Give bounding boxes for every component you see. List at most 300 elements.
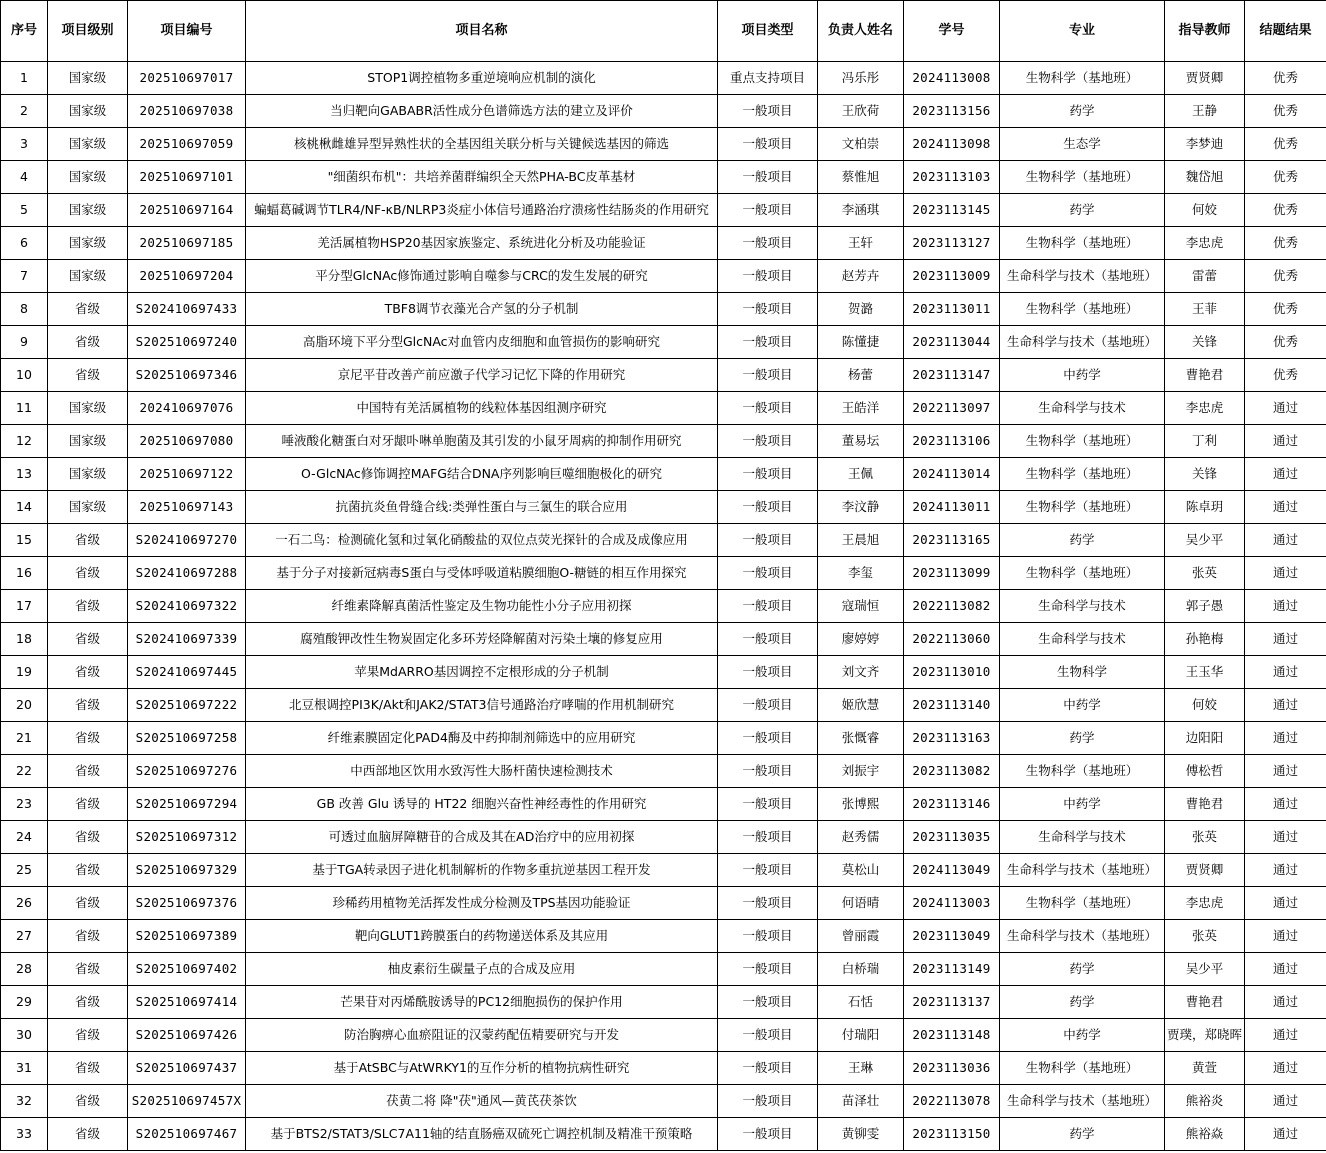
row-student-id-cell: 2023113145 bbox=[904, 194, 1000, 227]
row-project-name-cell: 基于AtSBC与AtWRKY1的互作分析的植物抗病性研究 bbox=[246, 1052, 718, 1085]
row-project-name-cell: 一石二鸟：检测硫化氢和过氧化硝酸盐的双位点荧光探针的合成及成像应用 bbox=[246, 524, 718, 557]
row-major-cell: 生物科学（基地班） bbox=[1000, 1052, 1165, 1085]
row-result-cell: 通过 bbox=[1245, 986, 1326, 1019]
row-advisor-cell: 张英 bbox=[1165, 920, 1245, 953]
row-advisor-cell: 孙艳梅 bbox=[1165, 623, 1245, 656]
row-project-code-cell: 202510697080 bbox=[128, 425, 246, 458]
row-result-cell: 通过 bbox=[1245, 854, 1326, 887]
row-student-id-cell: 2024113049 bbox=[904, 854, 1000, 887]
header-advisor: 指导教师 bbox=[1165, 1, 1245, 62]
row-index-cell: 29 bbox=[1, 986, 48, 1019]
row-result-cell: 通过 bbox=[1245, 1019, 1326, 1052]
row-project-code-cell: S202510697312 bbox=[128, 821, 246, 854]
row-index-cell: 31 bbox=[1, 1052, 48, 1085]
row-major-cell: 药学 bbox=[1000, 986, 1165, 1019]
row-major-cell: 生物科学（基地班） bbox=[1000, 227, 1165, 260]
row-advisor-cell: 吴少平 bbox=[1165, 524, 1245, 557]
row-index-cell: 1 bbox=[1, 62, 48, 95]
row-index-cell: 6 bbox=[1, 227, 48, 260]
row-student-id-cell: 2023113035 bbox=[904, 821, 1000, 854]
row-project-name-cell: 靶向GLUT1跨膜蛋白的药物递送体系及其应用 bbox=[246, 920, 718, 953]
row-result-cell: 优秀 bbox=[1245, 194, 1326, 227]
row-index-cell: 23 bbox=[1, 788, 48, 821]
row-level-cell: 省级 bbox=[48, 722, 128, 755]
row-major-cell: 中药学 bbox=[1000, 1019, 1165, 1052]
row-advisor-cell: 关锋 bbox=[1165, 458, 1245, 491]
header-major: 专业 bbox=[1000, 1, 1165, 62]
table-row bbox=[1, 293, 1326, 326]
row-level-cell: 国家级 bbox=[48, 227, 128, 260]
table-row bbox=[1, 557, 1326, 590]
row-result-cell: 通过 bbox=[1245, 623, 1326, 656]
row-level-cell: 省级 bbox=[48, 887, 128, 920]
row-project-type-cell: 一般项目 bbox=[718, 128, 818, 161]
table-row bbox=[1, 920, 1326, 953]
row-project-name-cell: 羌活属植物HSP20基因家族鉴定、系统进化分析及功能验证 bbox=[246, 227, 718, 260]
row-advisor-cell: 王静 bbox=[1165, 95, 1245, 128]
row-project-type-cell: 一般项目 bbox=[718, 623, 818, 656]
row-level-cell: 国家级 bbox=[48, 392, 128, 425]
row-leader-name-cell: 何语晴 bbox=[818, 887, 904, 920]
row-level-cell: 国家级 bbox=[48, 194, 128, 227]
row-project-code-cell: S20251069745​7X bbox=[128, 1085, 246, 1118]
header-index: 序号 bbox=[1, 1, 48, 62]
row-project-name-cell: 北豆根调控PI3K/Akt和JAK2/STAT3信号通路治疗哮喘的作用机制研究 bbox=[246, 689, 718, 722]
row-leader-name-cell: 苗泽壮 bbox=[818, 1085, 904, 1118]
table-row bbox=[1, 854, 1326, 887]
row-major-cell: 生命科学与技术（基地班） bbox=[1000, 854, 1165, 887]
row-advisor-cell: 傅松哲 bbox=[1165, 755, 1245, 788]
row-advisor-cell: 张英 bbox=[1165, 557, 1245, 590]
row-result-cell: 通过 bbox=[1245, 1052, 1326, 1085]
row-advisor-cell: 何姣 bbox=[1165, 194, 1245, 227]
table-row bbox=[1, 953, 1326, 986]
row-student-id-cell: 2023113147 bbox=[904, 359, 1000, 392]
row-level-cell: 省级 bbox=[48, 821, 128, 854]
row-level-cell: 省级 bbox=[48, 788, 128, 821]
row-level-cell: 省级 bbox=[48, 689, 128, 722]
row-major-cell: 中药学 bbox=[1000, 689, 1165, 722]
row-result-cell: 通过 bbox=[1245, 821, 1326, 854]
row-leader-name-cell: 王佩 bbox=[818, 458, 904, 491]
table-row bbox=[1, 326, 1326, 359]
row-level-cell: 省级 bbox=[48, 1118, 128, 1151]
row-student-id-cell: 2024113011 bbox=[904, 491, 1000, 524]
row-result-cell: 优秀 bbox=[1245, 128, 1326, 161]
row-major-cell: 生物科学（基地班） bbox=[1000, 425, 1165, 458]
row-project-code-cell: 202510697185 bbox=[128, 227, 246, 260]
row-level-cell: 省级 bbox=[48, 590, 128, 623]
row-index-cell: 33 bbox=[1, 1118, 48, 1151]
row-level-cell: 国家级 bbox=[48, 128, 128, 161]
row-project-type-cell: 一般项目 bbox=[718, 1019, 818, 1052]
row-student-id-cell: 2023113099 bbox=[904, 557, 1000, 590]
table-row bbox=[1, 95, 1326, 128]
row-project-type-cell: 一般项目 bbox=[718, 1118, 818, 1151]
row-student-id-cell: 2023113044 bbox=[904, 326, 1000, 359]
row-level-cell: 省级 bbox=[48, 326, 128, 359]
row-result-cell: 优秀 bbox=[1245, 260, 1326, 293]
row-project-name-cell: 柚皮素衍生碳量子点的合成及应用 bbox=[246, 953, 718, 986]
row-index-cell: 5 bbox=[1, 194, 48, 227]
row-project-type-cell: 一般项目 bbox=[718, 392, 818, 425]
row-project-name-cell: 核桃楸雌雄异型异熟性状的全基因组关联分析与关键候选基因的筛选 bbox=[246, 128, 718, 161]
row-major-cell: 生物科学（基地班） bbox=[1000, 755, 1165, 788]
row-student-id-cell: 2023113165 bbox=[904, 524, 1000, 557]
row-level-cell: 省级 bbox=[48, 854, 128, 887]
row-project-name-cell: 可透过血脑屏障糖苷的合成及其在AD治疗中的应用初探 bbox=[246, 821, 718, 854]
row-project-code-cell: 202510697017 bbox=[128, 62, 246, 95]
row-project-name-cell: 中国特有羌活属植物的线粒体基因组测序研究 bbox=[246, 392, 718, 425]
row-leader-name-cell: 刘文齐 bbox=[818, 656, 904, 689]
row-student-id-cell: 2023113146 bbox=[904, 788, 1000, 821]
row-level-cell: 省级 bbox=[48, 953, 128, 986]
row-student-id-cell: 2024113008 bbox=[904, 62, 1000, 95]
row-major-cell: 生物科学（基地班） bbox=[1000, 557, 1165, 590]
row-leader-name-cell: 冯乐彤 bbox=[818, 62, 904, 95]
row-index-cell: 21 bbox=[1, 722, 48, 755]
row-index-cell: 12 bbox=[1, 425, 48, 458]
row-level-cell: 省级 bbox=[48, 623, 128, 656]
row-project-code-cell: S202510697437 bbox=[128, 1052, 246, 1085]
row-result-cell: 通过 bbox=[1245, 491, 1326, 524]
row-major-cell: 生命科学与技术 bbox=[1000, 392, 1165, 425]
row-result-cell: 通过 bbox=[1245, 1118, 1326, 1151]
row-index-cell: 19 bbox=[1, 656, 48, 689]
row-project-type-cell: 一般项目 bbox=[718, 293, 818, 326]
row-project-type-cell: 一般项目 bbox=[718, 458, 818, 491]
row-student-id-cell: 2022113097 bbox=[904, 392, 1000, 425]
table-row bbox=[1, 821, 1326, 854]
row-result-cell: 通过 bbox=[1245, 722, 1326, 755]
row-project-name-cell: 基于分子对接新冠病毒S蛋白与受体呼吸道粘膜细胞O-糖链的相互作用探究 bbox=[246, 557, 718, 590]
table-row bbox=[1, 623, 1326, 656]
row-major-cell: 药学 bbox=[1000, 1118, 1165, 1151]
row-project-type-cell: 一般项目 bbox=[718, 986, 818, 1019]
table-row bbox=[1, 491, 1326, 524]
row-student-id-cell: 2024113098 bbox=[904, 128, 1000, 161]
row-project-name-cell: "细菌织布机"：共培养菌群编织全天然PHA-BC皮革基材 bbox=[246, 161, 718, 194]
row-result-cell: 通过 bbox=[1245, 392, 1326, 425]
row-advisor-cell: 曹艳君 bbox=[1165, 986, 1245, 1019]
row-student-id-cell: 2023113106 bbox=[904, 425, 1000, 458]
row-project-code-cell: S202510697294 bbox=[128, 788, 246, 821]
row-project-name-cell: 茯黄二将 降"茯"通风—黄芪茯茶饮 bbox=[246, 1085, 718, 1118]
row-project-code-cell: 202410697076 bbox=[128, 392, 246, 425]
row-student-id-cell: 2024113003 bbox=[904, 887, 1000, 920]
row-major-cell: 生物科学（基地班） bbox=[1000, 458, 1165, 491]
row-project-name-cell: 基于BTS2/STAT3/SLC7A11轴的结直肠癌双硫死亡调控机制及精准干预策略 bbox=[246, 1118, 718, 1151]
row-leader-name-cell: 杨蕾 bbox=[818, 359, 904, 392]
table-row bbox=[1, 986, 1326, 1019]
row-major-cell: 生物科学（基地班） bbox=[1000, 887, 1165, 920]
table-row bbox=[1, 755, 1326, 788]
table-row bbox=[1, 1118, 1326, 1151]
row-leader-name-cell: 王轩 bbox=[818, 227, 904, 260]
row-advisor-cell: 李梦迪 bbox=[1165, 128, 1245, 161]
row-project-name-cell: 京尼平苷改善产前应激子代学习记忆下降的作用研究 bbox=[246, 359, 718, 392]
row-project-code-cell: S202510697402 bbox=[128, 953, 246, 986]
row-major-cell: 药学 bbox=[1000, 524, 1165, 557]
header-project-code: 项目编号 bbox=[128, 1, 246, 62]
row-major-cell: 生态学 bbox=[1000, 128, 1165, 161]
row-index-cell: 4 bbox=[1, 161, 48, 194]
row-leader-name-cell: 李玺 bbox=[818, 557, 904, 590]
row-project-type-cell: 一般项目 bbox=[718, 1052, 818, 1085]
row-project-type-cell: 一般项目 bbox=[718, 722, 818, 755]
row-project-name-cell: 中西部地区饮用水致泻性大肠杆菌快速检测技术 bbox=[246, 755, 718, 788]
table-row bbox=[1, 227, 1326, 260]
row-major-cell: 生命科学与技术（基地班） bbox=[1000, 260, 1165, 293]
row-student-id-cell: 2023113156 bbox=[904, 95, 1000, 128]
row-index-cell: 9 bbox=[1, 326, 48, 359]
header-leader-name: 负责人姓名 bbox=[818, 1, 904, 62]
row-project-code-cell: 202510697059 bbox=[128, 128, 246, 161]
row-leader-name-cell: 王欣荷 bbox=[818, 95, 904, 128]
row-leader-name-cell: 贺潞 bbox=[818, 293, 904, 326]
row-project-type-cell: 一般项目 bbox=[718, 953, 818, 986]
row-index-cell: 16 bbox=[1, 557, 48, 590]
row-result-cell: 通过 bbox=[1245, 920, 1326, 953]
row-major-cell: 生命科学与技术 bbox=[1000, 623, 1165, 656]
row-advisor-cell: 曹艳君 bbox=[1165, 359, 1245, 392]
row-project-type-cell: 一般项目 bbox=[718, 425, 818, 458]
row-level-cell: 国家级 bbox=[48, 95, 128, 128]
row-level-cell: 国家级 bbox=[48, 62, 128, 95]
row-project-type-cell: 一般项目 bbox=[718, 491, 818, 524]
row-leader-name-cell: 寇瑞恒 bbox=[818, 590, 904, 623]
row-advisor-cell: 丁利 bbox=[1165, 425, 1245, 458]
table-row bbox=[1, 788, 1326, 821]
row-project-name-cell: 纤维素膜固定化PAD4酶及中药抑制剂筛选中的应用研究 bbox=[246, 722, 718, 755]
table-row bbox=[1, 1085, 1326, 1118]
row-project-name-cell: 腐殖酸钾改性生物炭固定化多环芳烃降解菌对污染土壤的修复应用 bbox=[246, 623, 718, 656]
row-major-cell: 中药学 bbox=[1000, 788, 1165, 821]
table-row bbox=[1, 425, 1326, 458]
row-leader-name-cell: 李涵琪 bbox=[818, 194, 904, 227]
row-index-cell: 24 bbox=[1, 821, 48, 854]
row-project-code-cell: 202510697122 bbox=[128, 458, 246, 491]
header-level: 项目级别 bbox=[48, 1, 128, 62]
row-major-cell: 生物科学 bbox=[1000, 656, 1165, 689]
table-row bbox=[1, 1052, 1326, 1085]
row-student-id-cell: 2023113140 bbox=[904, 689, 1000, 722]
row-major-cell: 药学 bbox=[1000, 95, 1165, 128]
row-index-cell: 3 bbox=[1, 128, 48, 161]
row-major-cell: 生命科学与技术（基地班） bbox=[1000, 326, 1165, 359]
row-level-cell: 省级 bbox=[48, 755, 128, 788]
row-index-cell: 15 bbox=[1, 524, 48, 557]
row-project-name-cell: 纤维素降解真菌活性鉴定及生物功能性小分子应用初探 bbox=[246, 590, 718, 623]
table-row bbox=[1, 128, 1326, 161]
row-advisor-cell: 何姣 bbox=[1165, 689, 1245, 722]
row-result-cell: 通过 bbox=[1245, 458, 1326, 491]
row-project-type-cell: 一般项目 bbox=[718, 161, 818, 194]
row-index-cell: 7 bbox=[1, 260, 48, 293]
table-row bbox=[1, 689, 1326, 722]
row-major-cell: 中药学 bbox=[1000, 359, 1165, 392]
row-index-cell: 10 bbox=[1, 359, 48, 392]
row-project-name-cell: GB 改善 Glu 诱导的 HT22 细胞兴奋性神经毒性的作用研究 bbox=[246, 788, 718, 821]
row-student-id-cell: 2023113009 bbox=[904, 260, 1000, 293]
row-result-cell: 优秀 bbox=[1245, 62, 1326, 95]
row-major-cell: 生命科学与技术（基地班） bbox=[1000, 920, 1165, 953]
row-student-id-cell: 2023113149 bbox=[904, 953, 1000, 986]
row-major-cell: 生命科学与技术（基地班） bbox=[1000, 1085, 1165, 1118]
row-leader-name-cell: 莫松山 bbox=[818, 854, 904, 887]
row-advisor-cell: 李忠虎 bbox=[1165, 227, 1245, 260]
row-project-type-cell: 一般项目 bbox=[718, 1085, 818, 1118]
row-project-code-cell: 202510697164 bbox=[128, 194, 246, 227]
row-student-id-cell: 2023113127 bbox=[904, 227, 1000, 260]
row-leader-name-cell: 董易坛 bbox=[818, 425, 904, 458]
row-leader-name-cell: 石恬 bbox=[818, 986, 904, 1019]
header-result: 结题结果 bbox=[1245, 1, 1326, 62]
row-index-cell: 8 bbox=[1, 293, 48, 326]
row-result-cell: 通过 bbox=[1245, 788, 1326, 821]
row-leader-name-cell: 王琳 bbox=[818, 1052, 904, 1085]
row-index-cell: 18 bbox=[1, 623, 48, 656]
row-project-name-cell: 基于TGA转录因子进化机制解析的作物多重抗逆基因工程开发 bbox=[246, 854, 718, 887]
row-project-type-cell: 一般项目 bbox=[718, 788, 818, 821]
row-advisor-cell: 李忠虎 bbox=[1165, 392, 1245, 425]
row-project-name-cell: 蝙蝠葛碱调节TLR4/NF-κB/NLRP3炎症小体信号通路治疗溃疡性结肠炎的作用研究 bbox=[246, 194, 718, 227]
table-row bbox=[1, 656, 1326, 689]
row-index-cell: 27 bbox=[1, 920, 48, 953]
row-index-cell: 28 bbox=[1, 953, 48, 986]
row-result-cell: 通过 bbox=[1245, 953, 1326, 986]
row-advisor-cell: 关锋 bbox=[1165, 326, 1245, 359]
row-level-cell: 省级 bbox=[48, 1085, 128, 1118]
row-result-cell: 通过 bbox=[1245, 656, 1326, 689]
row-project-code-cell: 202510697143 bbox=[128, 491, 246, 524]
row-result-cell: 通过 bbox=[1245, 689, 1326, 722]
row-project-code-cell: S202410697433 bbox=[128, 293, 246, 326]
row-leader-name-cell: 王晨旭 bbox=[818, 524, 904, 557]
row-student-id-cell: 2023113049 bbox=[904, 920, 1000, 953]
row-project-name-cell: O-GlcNAc修饰调控MAFG结合DNA序列影响巨噬细胞极化的研究 bbox=[246, 458, 718, 491]
row-project-code-cell: S202510697389 bbox=[128, 920, 246, 953]
row-result-cell: 通过 bbox=[1245, 425, 1326, 458]
row-leader-name-cell: 文柏崇 bbox=[818, 128, 904, 161]
header-project-name: 项目名称 bbox=[246, 1, 718, 62]
row-advisor-cell: 熊裕焱 bbox=[1165, 1118, 1245, 1151]
row-leader-name-cell: 张慨睿 bbox=[818, 722, 904, 755]
row-level-cell: 国家级 bbox=[48, 458, 128, 491]
row-project-code-cell: S202410697270 bbox=[128, 524, 246, 557]
row-project-code-cell: 202510697204 bbox=[128, 260, 246, 293]
row-project-type-cell: 一般项目 bbox=[718, 887, 818, 920]
row-index-cell: 11 bbox=[1, 392, 48, 425]
row-project-code-cell: S202510697467 bbox=[128, 1118, 246, 1151]
row-student-id-cell: 2023113036 bbox=[904, 1052, 1000, 1085]
row-project-code-cell: S202410697339 bbox=[128, 623, 246, 656]
table-row bbox=[1, 590, 1326, 623]
row-major-cell: 生物科学（基地班） bbox=[1000, 62, 1165, 95]
row-leader-name-cell: 黄铆雯 bbox=[818, 1118, 904, 1151]
row-major-cell: 生物科学（基地班） bbox=[1000, 293, 1165, 326]
row-result-cell: 优秀 bbox=[1245, 95, 1326, 128]
row-leader-name-cell: 李汶静 bbox=[818, 491, 904, 524]
row-project-type-cell: 一般项目 bbox=[718, 689, 818, 722]
row-leader-name-cell: 赵芳卉 bbox=[818, 260, 904, 293]
row-index-cell: 2 bbox=[1, 95, 48, 128]
row-index-cell: 20 bbox=[1, 689, 48, 722]
row-student-id-cell: 2023113082 bbox=[904, 755, 1000, 788]
row-leader-name-cell: 王皓洋 bbox=[818, 392, 904, 425]
row-project-code-cell: S202510697276 bbox=[128, 755, 246, 788]
row-leader-name-cell: 蔡惟旭 bbox=[818, 161, 904, 194]
row-student-id-cell: 2024113014 bbox=[904, 458, 1000, 491]
row-project-code-cell: 202510697101 bbox=[128, 161, 246, 194]
row-project-code-cell: S202410697288 bbox=[128, 557, 246, 590]
table-row bbox=[1, 887, 1326, 920]
row-index-cell: 32 bbox=[1, 1085, 48, 1118]
table-row bbox=[1, 458, 1326, 491]
row-project-name-cell: 当归靶向GABABR活性成分色谱筛选方法的建立及评价 bbox=[246, 95, 718, 128]
row-project-code-cell: S202410697445 bbox=[128, 656, 246, 689]
row-project-name-cell: 唾液酸化糖蛋白对牙龈卟啉单胞菌及其引发的小鼠牙周病的抑制作用研究 bbox=[246, 425, 718, 458]
table-row bbox=[1, 524, 1326, 557]
row-index-cell: 30 bbox=[1, 1019, 48, 1052]
row-result-cell: 通过 bbox=[1245, 887, 1326, 920]
row-level-cell: 省级 bbox=[48, 1019, 128, 1052]
row-advisor-cell: 吴少平 bbox=[1165, 953, 1245, 986]
row-student-id-cell: 2023113163 bbox=[904, 722, 1000, 755]
row-project-code-cell: S202510697222 bbox=[128, 689, 246, 722]
row-student-id-cell: 2023113148 bbox=[904, 1019, 1000, 1052]
row-project-type-cell: 一般项目 bbox=[718, 227, 818, 260]
row-project-code-cell: S202510697426 bbox=[128, 1019, 246, 1052]
row-index-cell: 26 bbox=[1, 887, 48, 920]
row-project-name-cell: 珍稀药用植物羌活挥发性成分检测及TPS基因功能验证 bbox=[246, 887, 718, 920]
row-project-type-cell: 一般项目 bbox=[718, 821, 818, 854]
row-project-code-cell: S202510697329 bbox=[128, 854, 246, 887]
row-result-cell: 通过 bbox=[1245, 590, 1326, 623]
row-project-name-cell: 平分型GlcNAc修饰通过影响自噬参与CRC的发生发展的研究 bbox=[246, 260, 718, 293]
row-level-cell: 省级 bbox=[48, 524, 128, 557]
table-body bbox=[1, 62, 1326, 1151]
row-advisor-cell: 陈卓玥 bbox=[1165, 491, 1245, 524]
row-student-id-cell: 2022113078 bbox=[904, 1085, 1000, 1118]
row-result-cell: 优秀 bbox=[1245, 293, 1326, 326]
row-project-type-cell: 一般项目 bbox=[718, 590, 818, 623]
row-project-type-cell: 一般项目 bbox=[718, 326, 818, 359]
row-advisor-cell: 边阳阳 bbox=[1165, 722, 1245, 755]
row-advisor-cell: 黄萱 bbox=[1165, 1052, 1245, 1085]
row-project-type-cell: 一般项目 bbox=[718, 854, 818, 887]
row-major-cell: 药学 bbox=[1000, 722, 1165, 755]
row-advisor-cell: 郭子愚 bbox=[1165, 590, 1245, 623]
row-student-id-cell: 2023113011 bbox=[904, 293, 1000, 326]
row-advisor-cell: 贾璞，郑晓晖 bbox=[1165, 1019, 1245, 1052]
row-project-type-cell: 重点支持项目 bbox=[718, 62, 818, 95]
row-advisor-cell: 李忠虎 bbox=[1165, 887, 1245, 920]
row-project-name-cell: STOP1调控植物多重逆境响应机制的演化 bbox=[246, 62, 718, 95]
row-advisor-cell: 贾贤卿 bbox=[1165, 62, 1245, 95]
row-project-type-cell: 一般项目 bbox=[718, 194, 818, 227]
row-level-cell: 国家级 bbox=[48, 161, 128, 194]
row-project-name-cell: 芒果苷对丙烯酰胺诱导的PC12细胞损伤的保护作用 bbox=[246, 986, 718, 1019]
row-project-name-cell: 高脂环境下平分型GlcNAc对血管内皮细胞和血管损伤的影响研究 bbox=[246, 326, 718, 359]
row-result-cell: 优秀 bbox=[1245, 326, 1326, 359]
row-level-cell: 省级 bbox=[48, 920, 128, 953]
table-row bbox=[1, 260, 1326, 293]
row-result-cell: 通过 bbox=[1245, 755, 1326, 788]
row-advisor-cell: 魏岱旭 bbox=[1165, 161, 1245, 194]
row-student-id-cell: 2022113082 bbox=[904, 590, 1000, 623]
row-level-cell: 省级 bbox=[48, 359, 128, 392]
